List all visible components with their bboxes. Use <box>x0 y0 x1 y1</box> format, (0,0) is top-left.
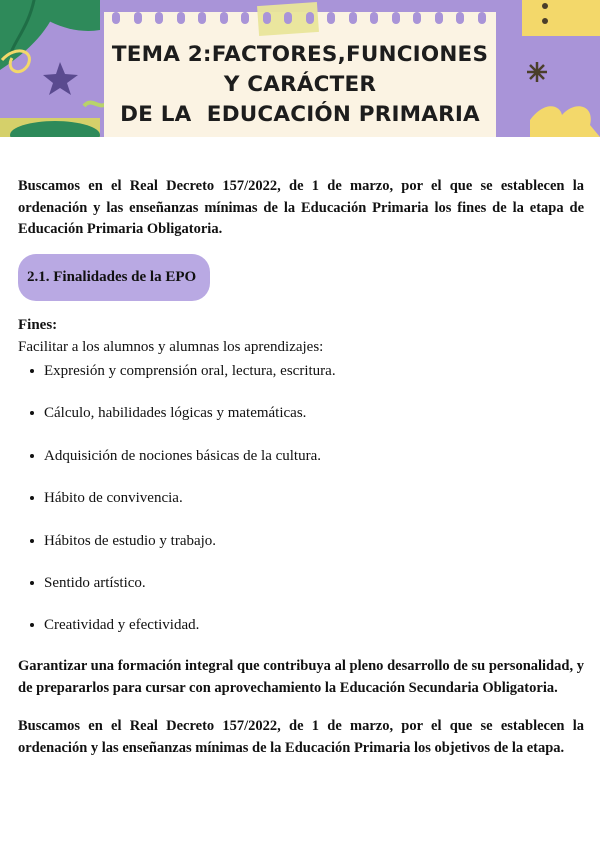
list-item: Hábitos de estudio y trabajo. <box>27 531 336 573</box>
binding-hole <box>478 12 486 24</box>
header-banner <box>0 0 600 137</box>
binding-hole <box>220 12 228 24</box>
list-item: Sentido artístico. <box>27 573 336 615</box>
title-line-1: TEMA 2:FACTORES,FUNCIONES <box>111 42 489 67</box>
guarantee-paragraph: Garantizar una formación integral que contribuya al pleno desarrollo de su personalidad, y de prepararlos para cursar con aprovechamiento la Educación Secundaria Obligatoria. <box>18 658 584 696</box>
bullet-icon <box>30 623 34 627</box>
list-item: Creatividad y efectividad. <box>27 615 336 657</box>
binding-hole <box>327 12 335 24</box>
binding-hole <box>112 12 120 24</box>
binding-hole <box>241 12 249 24</box>
title-line-3: DE LA EDUCACIÓN PRIMARIA <box>120 102 480 127</box>
aims-list <box>27 361 336 658</box>
binding-hole <box>370 12 378 24</box>
section-heading <box>18 254 210 301</box>
binding-hole <box>198 12 206 24</box>
list-item: Expresión y comprensión oral, lectura, escritura. <box>27 361 336 403</box>
bullet-icon <box>30 539 34 543</box>
fines-label: Fines: <box>18 317 58 333</box>
list-item: Adquisición de nociones básicas de la cultura. <box>27 446 336 488</box>
objectives-paragraph: Buscamos en el Real Decreto 157/2022, de 1 de marzo, por el que se establecen la ordenación y las enseñanzas mínimas de la Educación Primaria los objetivos de la etapa. <box>18 718 584 756</box>
fines-intro: Facilitar a los alumnos y alumnas los aprendizajes: <box>18 339 324 355</box>
list-item: Hábito de convivencia. <box>27 488 336 530</box>
list-item: Cálculo, habilidades lógicas y matemáticas. <box>27 403 336 445</box>
bullet-icon <box>30 454 34 458</box>
bullet-icon <box>30 581 34 585</box>
bullet-icon <box>30 411 34 415</box>
notebook-holes <box>112 12 492 24</box>
binding-hole <box>392 12 400 24</box>
binding-hole <box>306 12 314 24</box>
page-title <box>104 40 496 130</box>
binding-hole <box>263 12 271 24</box>
binding-hole <box>134 12 142 24</box>
binding-hole <box>284 12 292 24</box>
binding-hole <box>456 12 464 24</box>
binding-hole <box>435 12 443 24</box>
binding-hole <box>349 12 357 24</box>
binding-hole <box>155 12 163 24</box>
intro-paragraph: Buscamos en el Real Decreto 157/2022, de 1 de marzo, por el que se establecen la ordenación y las enseñanzas mínimas de la Educación Primaria los fines de la etapa de Educación Primaria Obligatoria. <box>18 178 584 237</box>
bullet-icon <box>30 369 34 373</box>
binding-hole <box>413 12 421 24</box>
bullet-icon <box>30 496 34 500</box>
title-line-2: Y CARÁCTER <box>223 72 377 97</box>
section-heading-label: 2.1. Finalidades de la EPO <box>27 269 197 285</box>
binding-hole <box>177 12 185 24</box>
